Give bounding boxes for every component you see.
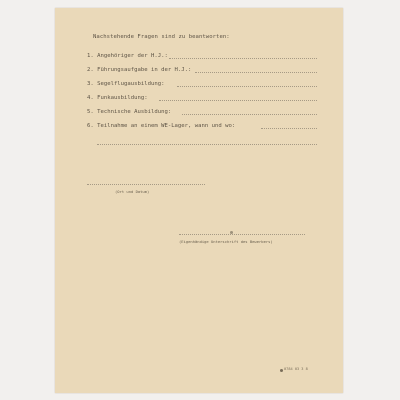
question-row xyxy=(87,109,317,117)
question-label: 1. Angehöriger der H.J.: xyxy=(87,53,168,59)
question-label: 4. Funkausbildung: xyxy=(87,95,148,101)
answer-line xyxy=(182,114,317,115)
print-mark-dot xyxy=(280,369,283,372)
print-code: 0784 03 3 8 xyxy=(284,367,308,371)
signature-line xyxy=(179,234,305,235)
place-date-line xyxy=(87,184,205,185)
place-date-caption: (Ort und Datum) xyxy=(115,189,150,194)
question-label: 3. Segelflugausbildung: xyxy=(87,81,165,87)
signature-caption: (Eigenhändige Unterschrift des Bewerbers) xyxy=(179,239,273,244)
question-row xyxy=(87,67,317,75)
answer-line xyxy=(159,100,317,101)
question-label: 6. Teilnahme an einem WE-Lager, wann und wo: xyxy=(87,123,236,129)
question-row xyxy=(87,123,317,131)
answer-line-continuation xyxy=(97,144,317,145)
answer-line xyxy=(261,128,317,129)
answer-line xyxy=(169,58,317,59)
form-heading: Nachstehende Fragen sind zu beantworten: xyxy=(93,34,230,40)
form-sheet xyxy=(55,8,343,393)
question-label: 2. Führungsaufgabe in der H.J.: xyxy=(87,67,192,73)
answer-line xyxy=(195,72,317,73)
question-label: 5. Technische Ausbildung: xyxy=(87,109,172,115)
question-row xyxy=(87,81,317,89)
answer-line xyxy=(177,86,317,87)
question-row xyxy=(87,53,317,61)
question-row xyxy=(87,95,317,103)
